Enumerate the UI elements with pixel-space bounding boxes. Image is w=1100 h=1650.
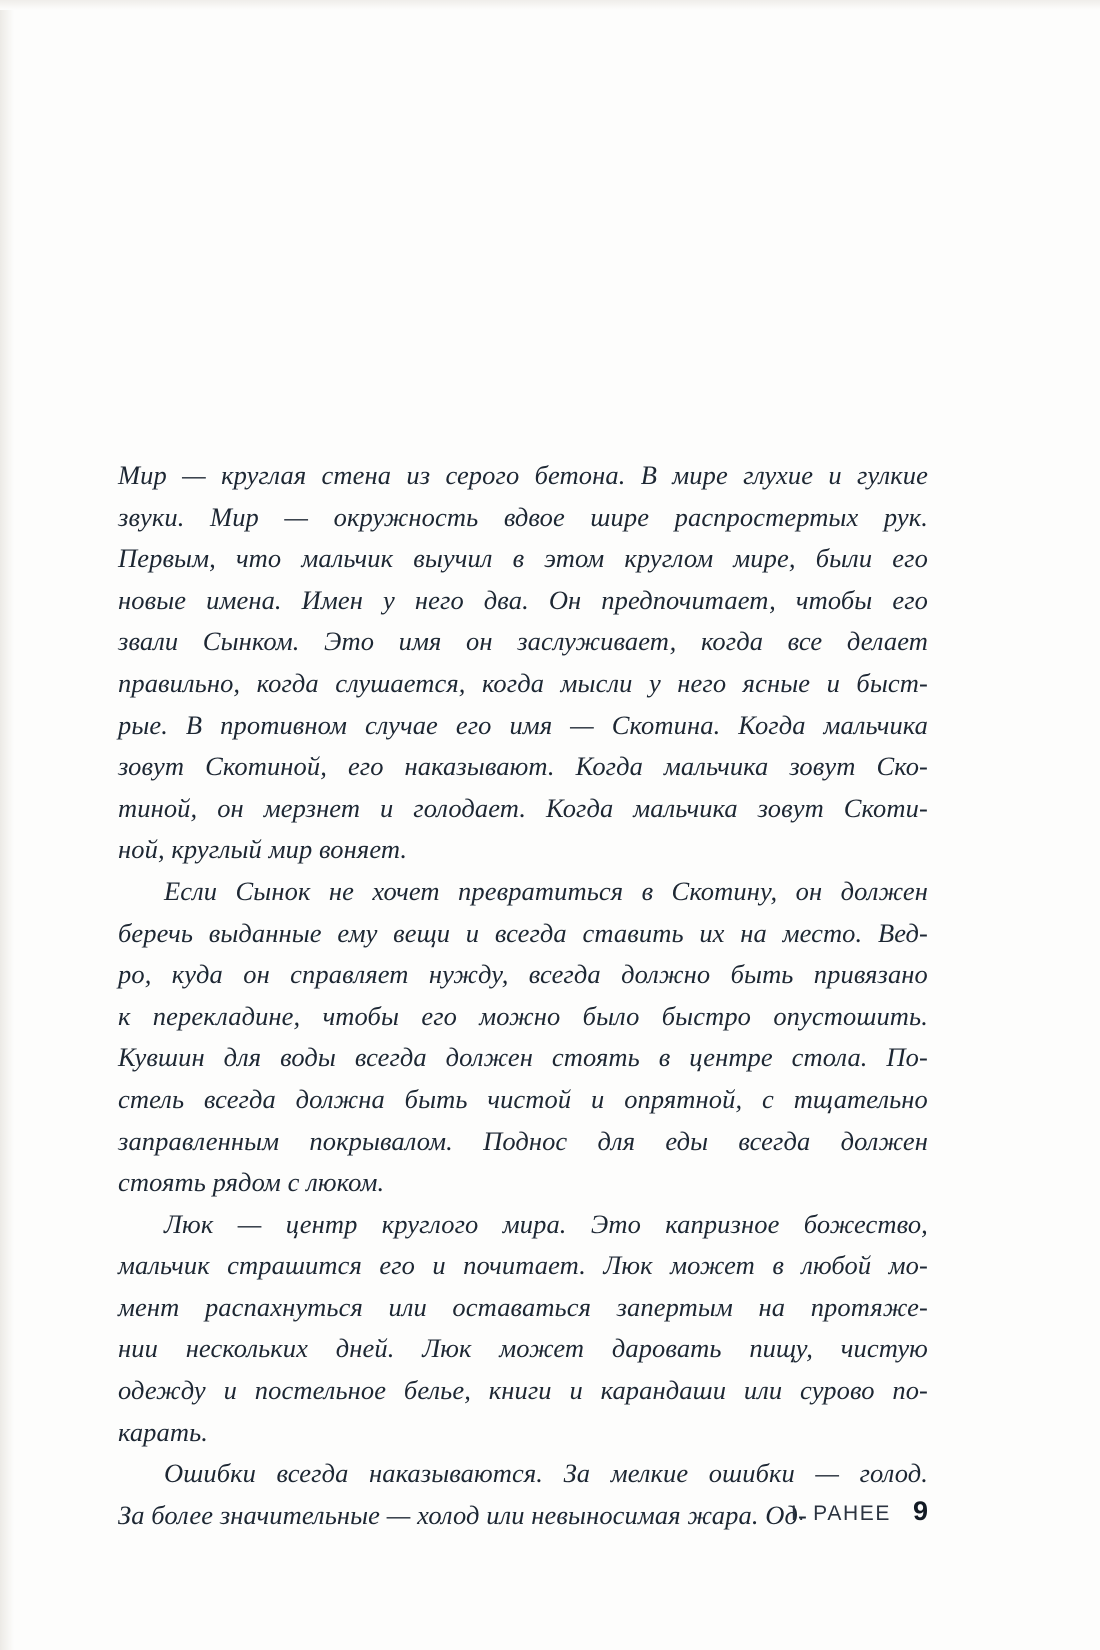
paragraph	[118, 1204, 928, 1454]
text-word: мелкие	[610, 1458, 689, 1489]
text-word: покрывалом.	[309, 1125, 453, 1156]
text-word: для	[597, 1125, 636, 1156]
text-word: место.	[782, 917, 863, 948]
text-word: По-	[886, 1042, 928, 1073]
text-line	[118, 1287, 928, 1329]
text-word: когда	[256, 667, 319, 698]
text-word: что	[235, 543, 282, 574]
text-word: Сынок	[235, 875, 311, 906]
text-word: Мир	[118, 460, 167, 490]
text-word: белье,	[403, 1375, 471, 1406]
text-line	[118, 1204, 928, 1246]
text-word: их	[699, 917, 725, 948]
text-word: рые.	[118, 709, 168, 740]
text-line	[118, 1453, 928, 1495]
text-word: Когда	[738, 709, 806, 740]
text-word: Мир	[210, 501, 259, 532]
text-word: может	[670, 1250, 755, 1281]
text-word: почитает.	[463, 1250, 586, 1281]
text-word: оставаться	[452, 1291, 591, 1322]
text-word: у	[383, 584, 395, 615]
text-word: всегда	[276, 1458, 349, 1489]
text-word: выучил	[413, 543, 493, 574]
text-word: Это	[590, 1208, 641, 1239]
text-word: быть	[404, 1083, 468, 1114]
text-word: протяже-	[810, 1291, 928, 1322]
text-word: из	[406, 460, 431, 490]
text-word: чистую	[840, 1333, 928, 1364]
text-word: нескольких	[185, 1333, 309, 1364]
running-head: I. РАНЕЕ	[790, 1502, 891, 1525]
text-word: чтобы	[322, 1000, 400, 1031]
text-word: —	[284, 501, 309, 532]
text-word: были	[815, 543, 873, 574]
text-word: по-	[892, 1375, 928, 1406]
text-word: и	[591, 1083, 605, 1114]
text-word: и	[569, 1375, 583, 1406]
text-word: было	[582, 1000, 640, 1031]
text-word: на	[740, 917, 767, 948]
text-word: воды	[280, 1042, 336, 1073]
text-word: любой	[801, 1250, 872, 1281]
text-word: слушается,	[335, 667, 466, 698]
text-line	[118, 1037, 928, 1079]
page-footer	[118, 1496, 928, 1527]
text-word: ставить	[582, 917, 684, 948]
text-word: всегда	[528, 959, 601, 990]
text-word: тиной,	[118, 792, 198, 823]
text-line	[118, 663, 928, 705]
text-word: мальчик	[118, 1250, 210, 1281]
text-word: его	[455, 709, 492, 740]
text-word: центр	[285, 1208, 358, 1239]
text-word: окружность	[333, 501, 479, 532]
text-line	[118, 1079, 928, 1121]
text-word: —	[237, 1208, 262, 1239]
text-word: он	[466, 626, 493, 657]
text-word: быстро	[661, 1000, 752, 1031]
text-line: ной, круглый мир воняет.	[118, 834, 408, 865]
text-word: беречь	[118, 917, 194, 948]
text-word: он	[243, 959, 270, 990]
text-word: должен	[840, 875, 928, 906]
text-word: имена.	[206, 584, 282, 615]
text-word: Скотиной,	[205, 751, 327, 782]
text-line	[118, 705, 928, 747]
text-word: ошибки	[708, 1458, 795, 1489]
text-word: еды	[665, 1125, 709, 1156]
text-word: Это	[324, 626, 375, 657]
text-word: стель	[118, 1083, 185, 1114]
text-word: хочет	[372, 875, 440, 906]
text-word: превратиться	[458, 875, 624, 906]
text-word: глухие	[743, 460, 814, 490]
text-line	[118, 538, 928, 580]
text-word: перекладине,	[152, 1000, 301, 1031]
text-word: мира.	[502, 1208, 567, 1239]
text-line	[118, 1370, 928, 1412]
text-word: мысли	[560, 667, 633, 698]
text-word: делает	[846, 626, 928, 657]
text-line	[118, 455, 928, 497]
text-word: распростертых	[674, 501, 859, 532]
text-word: заслуживает,	[517, 626, 677, 657]
text-word: мальчик	[301, 543, 394, 574]
text-word: В	[185, 709, 203, 740]
text-word: капризное	[665, 1208, 780, 1239]
text-word: круглого	[381, 1208, 479, 1239]
text-word: чтобы	[795, 584, 873, 615]
text-word: карандаши	[600, 1375, 727, 1406]
text-word: стена	[321, 460, 392, 490]
text-word: За	[563, 1458, 591, 1489]
text-word: и	[826, 667, 840, 698]
text-word: на	[758, 1291, 786, 1322]
text-word: Вед-	[877, 917, 928, 948]
text-word: —	[815, 1458, 840, 1489]
text-word: Ско-	[876, 751, 928, 782]
text-word: звуки.	[118, 501, 185, 532]
text-word: новые	[118, 584, 187, 615]
text-word: его	[379, 1250, 415, 1281]
text-word: Он	[548, 584, 582, 615]
text-word: распахнуться	[204, 1291, 363, 1322]
text-word: зовут	[118, 751, 185, 782]
text-word: в	[658, 1042, 671, 1073]
text-word: него	[677, 667, 727, 698]
text-word: Сынком.	[202, 626, 300, 657]
text-word: стоять	[551, 1042, 640, 1073]
text-word: привязано	[813, 959, 928, 990]
text-word: шире	[590, 501, 650, 532]
text-word: Имен	[301, 584, 364, 615]
text-word: и	[828, 460, 842, 490]
text-word: можно	[479, 1000, 561, 1031]
text-word: Ошибки	[164, 1458, 256, 1489]
text-word: его	[892, 543, 928, 574]
text-word: В	[640, 460, 657, 490]
text-word: вещи	[393, 917, 451, 948]
text-word: мерзнет	[263, 792, 361, 823]
text-word: мире	[672, 460, 728, 490]
text-word: него	[414, 584, 464, 615]
text-word: книги	[488, 1375, 552, 1406]
text-word: в	[512, 543, 525, 574]
text-word: —	[570, 709, 594, 740]
page-number: 9	[912, 1496, 928, 1526]
text-line	[118, 788, 928, 830]
text-word: запертым	[616, 1291, 733, 1322]
page-edge-shading-top	[0, 0, 1100, 10]
text-word: он	[795, 875, 823, 906]
text-word: и	[223, 1375, 237, 1406]
text-line	[118, 1245, 928, 1287]
text-word: Если	[164, 875, 218, 906]
text-word: должен	[840, 1125, 928, 1156]
text-line	[118, 621, 928, 663]
text-word: наказываются.	[368, 1458, 544, 1489]
text-word: или	[388, 1291, 427, 1322]
text-word: в	[641, 875, 654, 906]
text-word: и	[465, 917, 480, 948]
text-word: Скоти-	[843, 792, 928, 823]
text-word: круглом	[624, 543, 714, 574]
text-word: рук.	[883, 501, 928, 532]
text-word: вдвое	[503, 501, 565, 532]
text-word: дней.	[335, 1333, 395, 1364]
text-word: божество,	[803, 1208, 928, 1239]
text-word: круглая	[221, 460, 307, 490]
text-line	[118, 497, 928, 539]
text-word: голод.	[859, 1458, 928, 1489]
text-word: не	[328, 875, 354, 906]
text-word: Люк	[422, 1333, 472, 1364]
text-word: ему	[337, 917, 378, 948]
text-word: тщательно	[793, 1083, 928, 1114]
text-line	[118, 1328, 928, 1370]
text-line	[118, 746, 928, 788]
text-word: сурово	[800, 1375, 875, 1406]
text-word: мо-	[888, 1250, 928, 1281]
text-word: или	[743, 1375, 783, 1406]
text-word: мальчика	[633, 792, 738, 823]
text-line: стоять рядом с люком.	[118, 1167, 385, 1198]
text-word: и	[380, 792, 394, 823]
text-word: мальчика	[663, 751, 769, 782]
text-word: в	[772, 1250, 784, 1281]
text-line	[118, 996, 928, 1038]
text-word: к	[118, 1000, 131, 1031]
text-word: мире,	[733, 543, 796, 574]
text-word: Скотина.	[611, 709, 721, 740]
text-word: одежду	[118, 1375, 206, 1406]
text-line	[118, 954, 928, 996]
text-word: всегда	[738, 1125, 811, 1156]
text-word: серого	[445, 460, 520, 490]
text-word: имя	[398, 626, 442, 657]
text-word: нужду,	[428, 959, 509, 990]
page-text-block	[118, 455, 928, 1536]
text-word: Кувшин	[118, 1042, 205, 1073]
text-word: центре	[689, 1042, 773, 1073]
text-line: карать.	[118, 1416, 209, 1447]
text-word: быть	[730, 959, 794, 990]
text-word: предпочитает,	[601, 584, 776, 615]
text-word: зовут	[789, 751, 856, 782]
text-word: все	[787, 626, 823, 657]
text-line: За более значительные — холод или невыносимая жара. Од-	[118, 1499, 807, 1530]
text-word: пищу,	[749, 1333, 814, 1364]
text-word: выданные	[208, 917, 322, 948]
text-word: должно	[621, 959, 711, 990]
text-word: бетона.	[534, 460, 626, 490]
text-word: всегда	[494, 917, 567, 948]
text-word: мальчика	[823, 709, 928, 740]
text-word: два.	[483, 584, 529, 615]
text-word: его	[892, 584, 928, 615]
text-word: с	[762, 1083, 774, 1114]
text-word: куда	[171, 959, 223, 990]
text-word: противном	[220, 709, 347, 740]
text-word: его	[421, 1000, 457, 1031]
text-word: когда	[700, 626, 764, 657]
text-word: ясные	[742, 667, 811, 698]
text-word: может	[499, 1333, 585, 1364]
text-word: —	[182, 460, 206, 490]
text-word: когда	[481, 667, 545, 698]
text-line	[118, 580, 928, 622]
text-word: справляет	[290, 959, 409, 990]
text-word: даровать	[611, 1333, 722, 1364]
text-word: Люк	[603, 1250, 653, 1281]
text-word: чистой	[487, 1083, 572, 1114]
paragraph	[118, 871, 928, 1204]
text-word: гулкие	[856, 460, 928, 490]
text-word: Когда	[546, 792, 614, 823]
text-word: для	[223, 1042, 262, 1073]
text-word: его	[347, 751, 384, 782]
paragraph	[118, 455, 928, 871]
text-word: голодает.	[413, 792, 527, 823]
text-word: Когда	[575, 751, 643, 782]
text-word: должна	[295, 1083, 385, 1114]
text-word: звали	[118, 626, 179, 657]
text-word: правильно,	[118, 667, 241, 698]
text-word: стола.	[791, 1042, 868, 1073]
text-line	[118, 1121, 928, 1163]
text-word: зовут	[757, 792, 824, 823]
text-word: Люк	[164, 1208, 214, 1239]
text-word: быст-	[856, 667, 928, 698]
page-edge-shading-left	[0, 0, 14, 1650]
text-word: мент	[118, 1291, 180, 1322]
text-word: и	[432, 1250, 446, 1281]
text-word: всегда	[354, 1042, 427, 1073]
text-line	[118, 913, 928, 955]
text-word: страшится	[227, 1250, 362, 1281]
text-word: заправленным	[118, 1125, 280, 1156]
text-word: имя	[509, 709, 553, 740]
text-word: Поднос	[483, 1125, 568, 1156]
text-word: постельное	[254, 1375, 387, 1406]
text-word: нии	[118, 1333, 158, 1364]
text-word: опустошить.	[773, 1000, 928, 1031]
text-word: Первым,	[118, 543, 216, 574]
text-word: должен	[445, 1042, 533, 1073]
text-word: всегда	[203, 1083, 276, 1114]
text-word: наказывают.	[404, 751, 555, 782]
text-word: случае	[364, 709, 438, 740]
text-word: опрятной,	[624, 1083, 743, 1114]
text-word: Скотину,	[671, 875, 778, 906]
text-word: он	[217, 792, 244, 823]
text-word: этом	[544, 543, 605, 574]
text-word: у	[648, 667, 661, 698]
text-word: ро,	[118, 959, 152, 990]
text-line	[118, 871, 928, 913]
